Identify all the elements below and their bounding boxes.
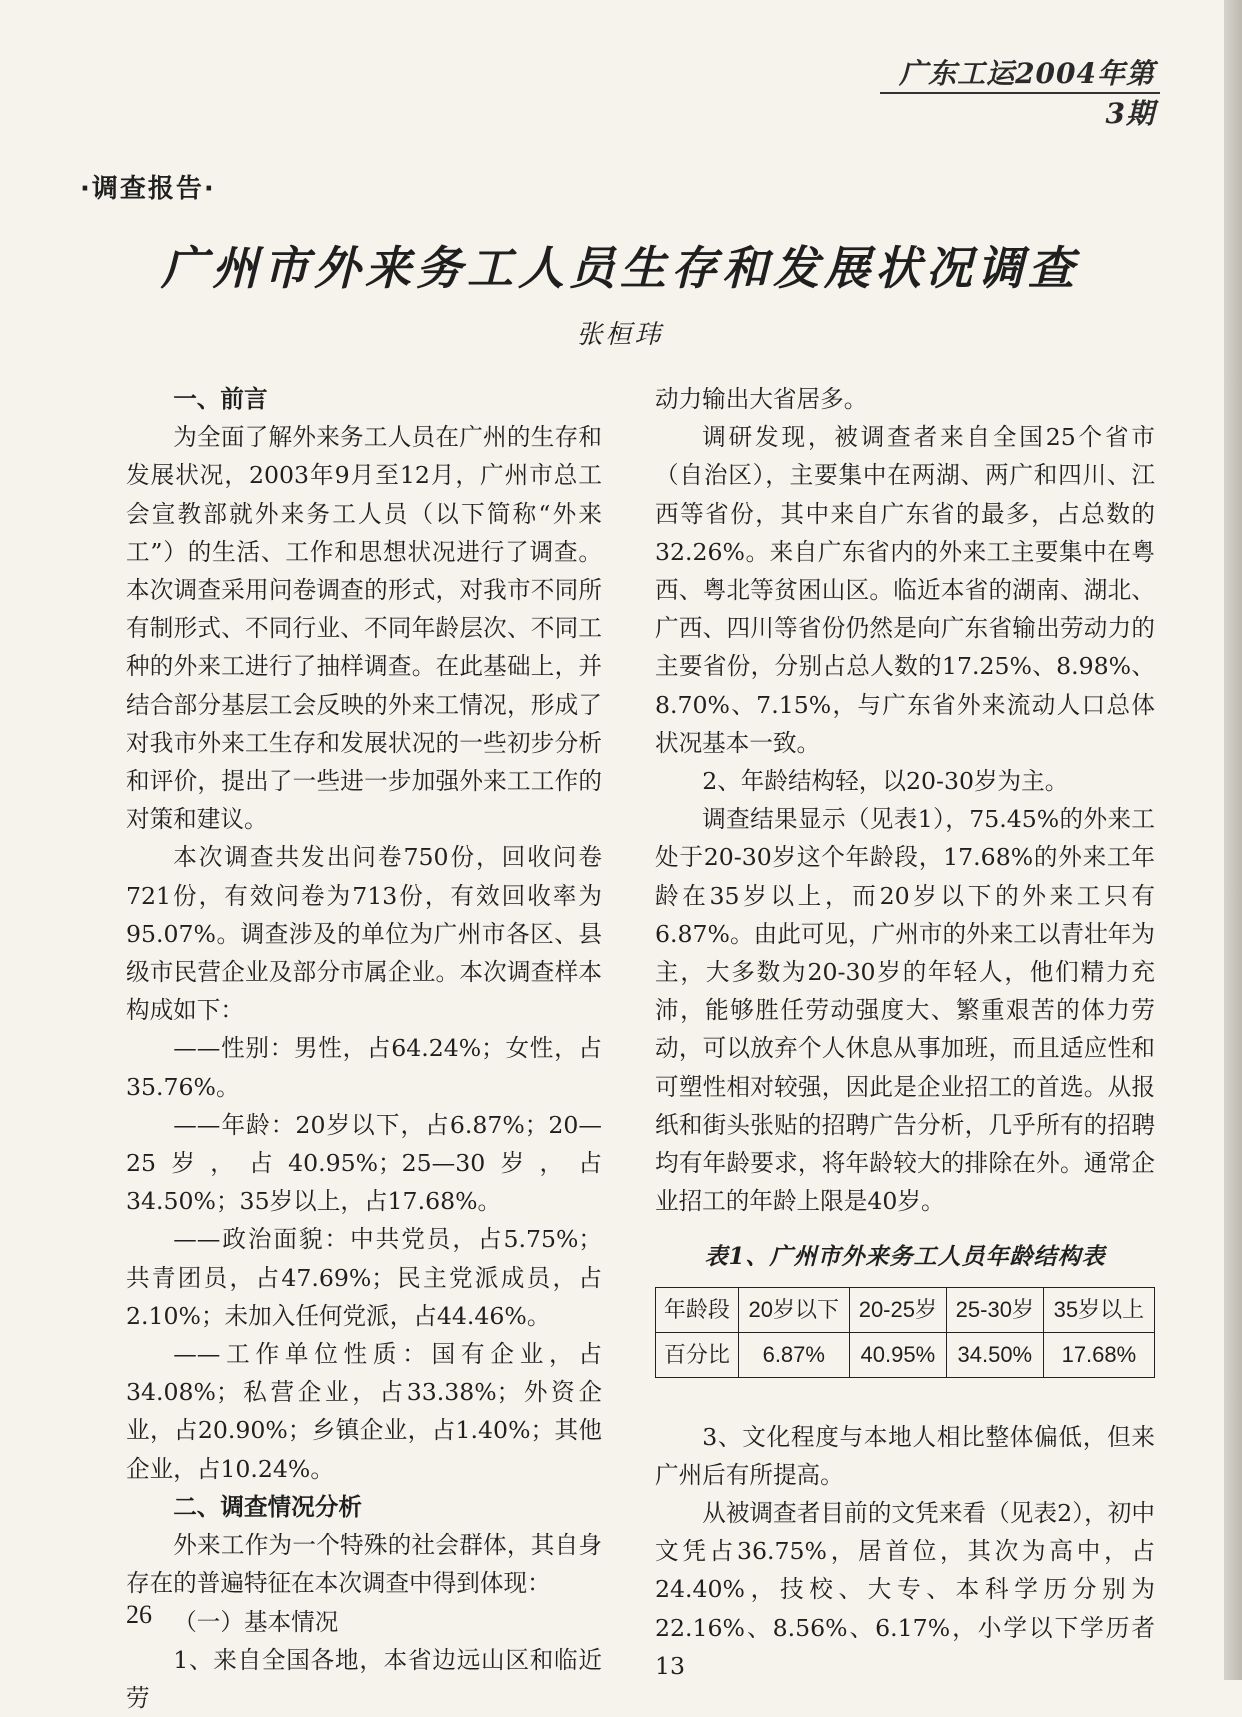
table-cell: 年龄段 (656, 1287, 739, 1332)
paragraph: 调查结果显示（见表1），75.45%的外来工处于20-30岁这个年龄段，17.68%的外来工年龄在35岁以上，而20岁以下的外来工只有6.87%。由此可见，广州市的外来工以青壮年为主，大多数为20-30岁的年轻人，他们精力充沛，能够胜任劳动强度大、繁重艰苦的体力劳动，可以放弃个人休息从事加班，而且适应性和可塑性相对较强，因此是企业招工的首选。从报纸和街头张贴的招聘广告分析，几乎所有的招聘均有年龄要求，将年龄较大的排除在外。通常企业招工的年龄上限是40岁。 (655, 805, 1155, 1216)
table-cell: 40.95% (849, 1332, 946, 1377)
paragraph: 为全面了解外来务工人员在广州的生存和发展状况，2003年9月至12月，广州市总工会宣教部就外来务工人员（以下简称“外来工”）的生活、工作和思想状况进行了调查。本次调查采用问卷调查的形式，对我市不同所有制形式、不同行业、不同年龄层次、不同工种的外来工进行了抽样调查。在此基础上，并结合部分基层工会反映的外来工情况，形成了对我市外来工生存和发展状况的一些初步分析和评价，提出了一些进一步加强外来工工作的对策和建议。 (126, 423, 602, 834)
paragraph: 动力输出大省居多。 (655, 385, 868, 413)
table-cell: 百分比 (656, 1332, 739, 1377)
paragraph: 本次调查共发出问卷750份，回收问卷721份，有效问卷为713份，有效回收率为95.07%。调查涉及的单位为广州市各区、县级市民营企业及部分市属企业。本次调查样本构成如下： (126, 843, 602, 1025)
article-author: 张桓玮 (576, 320, 664, 350)
paragraph: 3、文化程度与本地人相比整体偏低，但来广州后有所提高。 (655, 1422, 1155, 1489)
paragraph-gender: ——性别：男性，占64.24%；女性，占35.76%。 (126, 1034, 602, 1101)
table-cell: 17.68% (1043, 1332, 1154, 1377)
age-structure-table (655, 1287, 1155, 1378)
paragraph: 1、来自全国各地，本省边远山区和临近劳 (126, 1645, 602, 1712)
table-caption: 表1、广州市外来务工人员年龄结构表 (704, 1243, 1106, 1271)
table-cell: 20-25岁 (849, 1287, 946, 1332)
page-number: 26 (126, 1600, 152, 1629)
article-title: 广州市外来务工人员生存和发展状况调查 (161, 241, 1079, 295)
table-row (656, 1287, 1155, 1332)
running-head: 广东工运2004年第3期 (899, 57, 1155, 130)
left-column (126, 380, 602, 1717)
paragraph: 从被调查者目前的文凭来看（见表2），初中文凭占36.75%，居首位，其次为高中，占24.40%，技校、大专、本科学历分别为22.16%、8.56%、6.17%，小学以下学历者13 (655, 1499, 1155, 1680)
section-heading-preface: 一、前言 (173, 385, 268, 413)
section-heading-analysis: 二、调查情况分析 (173, 1492, 362, 1521)
paragraph-employer: ——工作单位性质：国有企业，占34.08%；私营企业，占33.38%；外资企业，占20.90%；乡镇企业，占1.40%；其他企业，占10.24%。 (126, 1340, 602, 1483)
paragraph: 调研发现，被调查者来自全国25个省市（自治区），主要集中在两湖、两广和四川、江西等省份，其中来自广东省的最多，占总数的32.26%。来自广东省内的外来工主要集中在粤西、粤北等贫困山区。临近本省的湖南、湖北、广西、四川等省份仍然是向广东省输出劳动力的主要省份，分别占总人数的17.25%、8.98%、8.70%、7.15%，与广东省外来流动人口总体状况基本一致。 (655, 423, 1155, 757)
page-gutter-shadow (1224, 0, 1242, 1680)
paragraph-age: ——年龄：20岁以下，占6.87%；20—25岁，占40.95%；25—30岁，占34.50%；35岁以上，占17.68%。 (126, 1110, 602, 1216)
table-cell: 6.87% (738, 1332, 849, 1377)
subheading-basic: （一）基本情况 (173, 1607, 339, 1636)
table-cell: 34.50% (946, 1332, 1043, 1377)
table-row (656, 1332, 1155, 1377)
table-cell: 20岁以下 (738, 1287, 849, 1332)
header-rule (880, 92, 1160, 94)
table-cell: 25-30岁 (946, 1287, 1043, 1332)
paragraph: 2、年龄结构轻，以20-30岁为主。 (702, 767, 1069, 796)
paragraph-political: ——政治面貌：中共党员，占5.75%；共青团员，占47.69%；民主党派成员，占2.10%；未加入任何党派，占44.46%。 (126, 1225, 602, 1330)
right-column (655, 380, 1155, 1685)
table-cell: 35岁以上 (1043, 1287, 1154, 1332)
paragraph: 外来工作为一个特殊的社会群体，其自身存在的普遍特征在本次调查中得到体现： (126, 1531, 602, 1598)
section-tag: ·调查报告· (80, 174, 216, 204)
